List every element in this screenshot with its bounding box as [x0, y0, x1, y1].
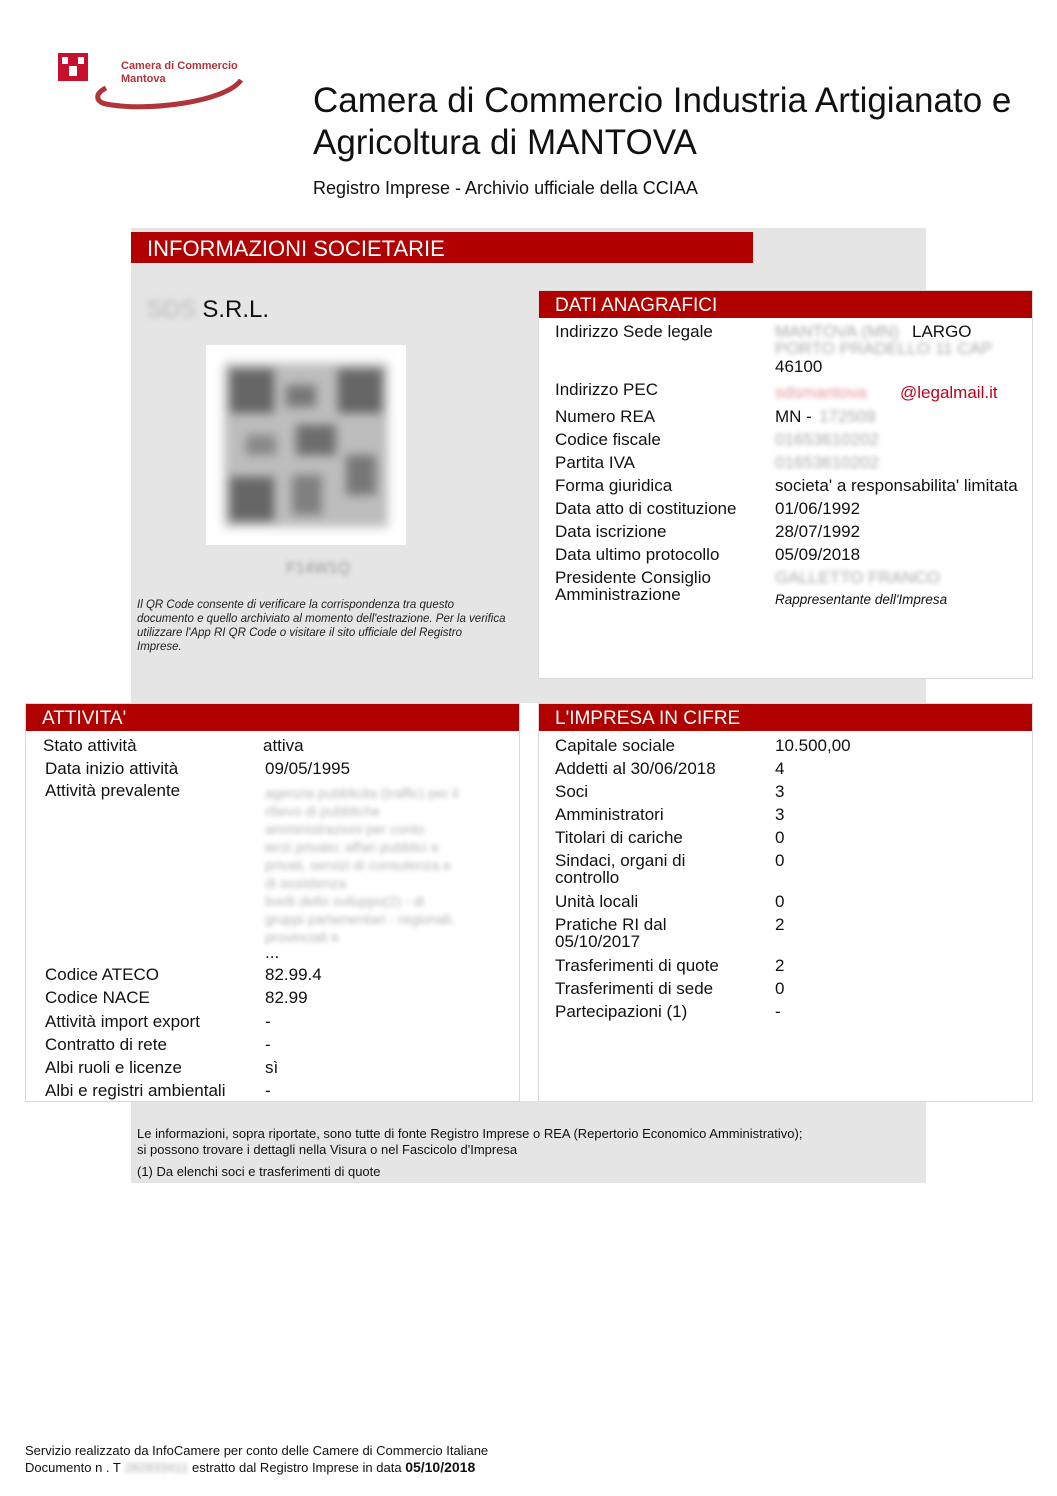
sindaci-label-1: Sindaci, organi di: [555, 851, 686, 870]
rete-value: -: [265, 1035, 271, 1054]
impresa-in-cifre-header: L'IMPRESA IN CIFRE: [539, 704, 1032, 731]
pec-label: Indirizzo PEC: [555, 380, 658, 399]
albi-value: sì: [265, 1058, 279, 1077]
qr-code-icon: [206, 345, 406, 545]
protocollo-value: 05/09/2018: [775, 545, 861, 564]
prevalente-ellipsis: ...: [265, 943, 280, 962]
forma-value: societa' a responsabilita' limitata: [775, 476, 1018, 495]
capitale-value: 10.500,00: [775, 736, 851, 755]
rea-prefix: MN -: [775, 407, 812, 426]
sindaci-label-2: controllo: [555, 868, 620, 887]
ambientali-label: Albi e registri ambientali: [45, 1081, 226, 1100]
page-title: [313, 80, 1043, 164]
piva-label: Partita IVA: [555, 453, 635, 472]
trasf-quote-value: 2: [775, 956, 785, 975]
prevalente-line: agenzia pubblicita (traffic) per il: [265, 785, 459, 801]
unita-label: Unità locali: [555, 892, 639, 911]
partecipazioni-label: Partecipazioni (1): [555, 1002, 688, 1021]
import-value: -: [265, 1012, 271, 1031]
qr-code-identifier: F14W1Q: [286, 560, 351, 577]
amministratori-label: Amministratori: [555, 805, 664, 824]
qr-code-note: Il QR Code consente di verificare la corrispondenza tra questo documento e quello archiviato al momento dell'estrazione. Per la verifica utilizzare l'App RI QR Code o visitare il sito ufficiale del Registro Imprese.: [137, 599, 506, 653]
footer-doc-middle: estratto dal Registro Imprese in data: [192, 1460, 402, 1475]
chamber-logo-text: [121, 60, 238, 86]
prevalente-label: Attività prevalente: [45, 781, 181, 800]
company-name-redacted: SDS: [147, 296, 197, 323]
pratiche-value: 2: [775, 915, 785, 934]
sede-value-1: LARGO: [912, 322, 972, 341]
logo-line-2: Mantova: [121, 73, 166, 85]
document-footer: [25, 1443, 488, 1476]
forma-label: Forma giuridica: [555, 476, 673, 495]
stato-value: attiva: [263, 736, 304, 755]
attivita-header: ATTIVITA': [26, 704, 519, 731]
source-note-line-2: si possono trovare i dettagli nella Visura o nel Fascicolo d'Impresa: [137, 1142, 518, 1157]
footer-doc-date: 05/10/2018: [405, 1459, 476, 1475]
partecipazioni-value: -: [775, 1002, 781, 1021]
pratiche-label-1: Pratiche RI dal: [555, 915, 667, 934]
info-societarie-header: INFORMAZIONI SOCIETARIE: [131, 232, 753, 263]
amministratori-value: 3: [775, 805, 785, 824]
presidente-redacted: GALLETTO FRANCO: [775, 568, 940, 587]
footer-doc-redacted: 282833411: [124, 1460, 189, 1475]
pec-redacted: sdsmantova: [775, 383, 867, 402]
qr-code-box: [206, 345, 406, 545]
footnote: (1) Da elenchi soci e trasferimenti di quote: [137, 1164, 381, 1179]
addetti-label: Addetti al 30/06/2018: [555, 759, 716, 778]
soci-label: Soci: [555, 782, 589, 801]
prevalente-line: terzi privato; affari pubblici e: [265, 839, 440, 855]
capitale-label: Capitale sociale: [555, 736, 676, 755]
inizio-value: 09/05/1995: [265, 759, 351, 778]
inizio-label: Data inizio attività: [45, 759, 179, 778]
pec-domain: @legalmail.it: [900, 383, 998, 402]
prevalente-redacted: [265, 784, 510, 946]
sede-redacted-2: PORTO PRADELLO 11 CAP: [775, 339, 993, 358]
albi-label: Albi ruoli e licenze: [45, 1058, 183, 1077]
sede-label: Indirizzo Sede legale: [555, 322, 713, 341]
rea-redacted: 172509: [819, 407, 876, 426]
prevalente-line: livelli dello sviluppo(2) - di: [265, 893, 425, 909]
prevalente-line: di assistenza: [265, 875, 346, 891]
nace-label: Codice NACE: [45, 988, 150, 1007]
footer-document-line: [25, 1459, 488, 1476]
title-line-2: Agricoltura di MANTOVA: [313, 123, 697, 162]
nace-value: 82.99: [265, 988, 308, 1007]
titolari-label: Titolari di cariche: [555, 828, 683, 847]
prevalente-line: provinciali e: [265, 929, 339, 945]
ambientali-value: -: [265, 1081, 271, 1100]
costituzione-value: 01/06/1992: [775, 499, 861, 518]
presidente-label-1: Presidente Consiglio: [555, 568, 711, 587]
ateco-value: 82.99.4: [265, 965, 322, 984]
company-name: [147, 296, 269, 324]
rea-label: Numero REA: [555, 407, 656, 426]
soci-value: 3: [775, 782, 785, 801]
sede-redacted-1: MANTOVA (MN): [775, 322, 900, 341]
source-note: [137, 1126, 917, 1158]
dati-anagrafici-header: DATI ANAGRAFICI: [539, 291, 1032, 318]
iscrizione-label: Data iscrizione: [555, 522, 667, 541]
presidente-label-2: Amministrazione: [555, 585, 681, 604]
piva-redacted: 01653610202: [775, 453, 880, 472]
prevalente-line: amministrazioni per conto: [265, 821, 425, 837]
attivita-panel: [25, 703, 520, 1102]
rete-label: Contratto di rete: [45, 1035, 167, 1054]
footer-service-line: Servizio realizzato da InfoCamere per conto delle Camere di Commercio Italiane: [25, 1443, 489, 1458]
costituzione-label: Data atto di costituzione: [555, 499, 737, 518]
protocollo-label: Data ultimo protocollo: [555, 545, 720, 564]
page-subtitle: Registro Imprese - Archivio ufficiale della CCIAA: [313, 178, 698, 198]
title-line-1: Camera di Commercio Industria Artigianato e: [313, 81, 1012, 120]
titolari-value: 0: [775, 828, 785, 847]
footer-doc-prefix: Documento n . T: [25, 1460, 121, 1475]
cf-redacted: 01653610202: [775, 430, 880, 449]
trasf-sede-label: Trasferimenti di sede: [555, 979, 714, 998]
dati-anagrafici-panel: [538, 290, 1033, 679]
source-note-line-1: Le informazioni, sopra riportate, sono tutte di fonte Registro Imprese o REA (Repertorio Economico Amministrativo);: [137, 1126, 803, 1141]
sede-value-2: 46100: [775, 357, 823, 376]
prevalente-line: rilievo di pubbliche: [265, 803, 381, 819]
cf-label: Codice fiscale: [555, 430, 661, 449]
trasf-sede-value: 0: [775, 979, 785, 998]
logo-line-1: Camera di Commercio: [121, 60, 238, 72]
import-label: Attività import export: [45, 1012, 200, 1031]
iscrizione-value: 28/07/1992: [775, 522, 861, 541]
addetti-value: 4: [775, 759, 785, 778]
impresa-in-cifre-panel: [538, 703, 1033, 1102]
unita-value: 0: [775, 892, 785, 911]
ateco-label: Codice ATECO: [45, 965, 160, 984]
pratiche-label-2: 05/10/2017: [555, 932, 641, 951]
prevalente-line: gruppi parlamentari - regionali,: [265, 911, 455, 927]
prevalente-line: privati, servizi di consulenza e: [265, 857, 451, 873]
trasf-quote-label: Trasferimenti di quote: [555, 956, 719, 975]
company-name-suffix: S.R.L.: [202, 296, 270, 323]
presidente-note: Rappresentante dell'Impresa: [775, 592, 948, 607]
sindaci-value: 0: [775, 851, 785, 870]
stato-label: Stato attività: [43, 736, 137, 755]
